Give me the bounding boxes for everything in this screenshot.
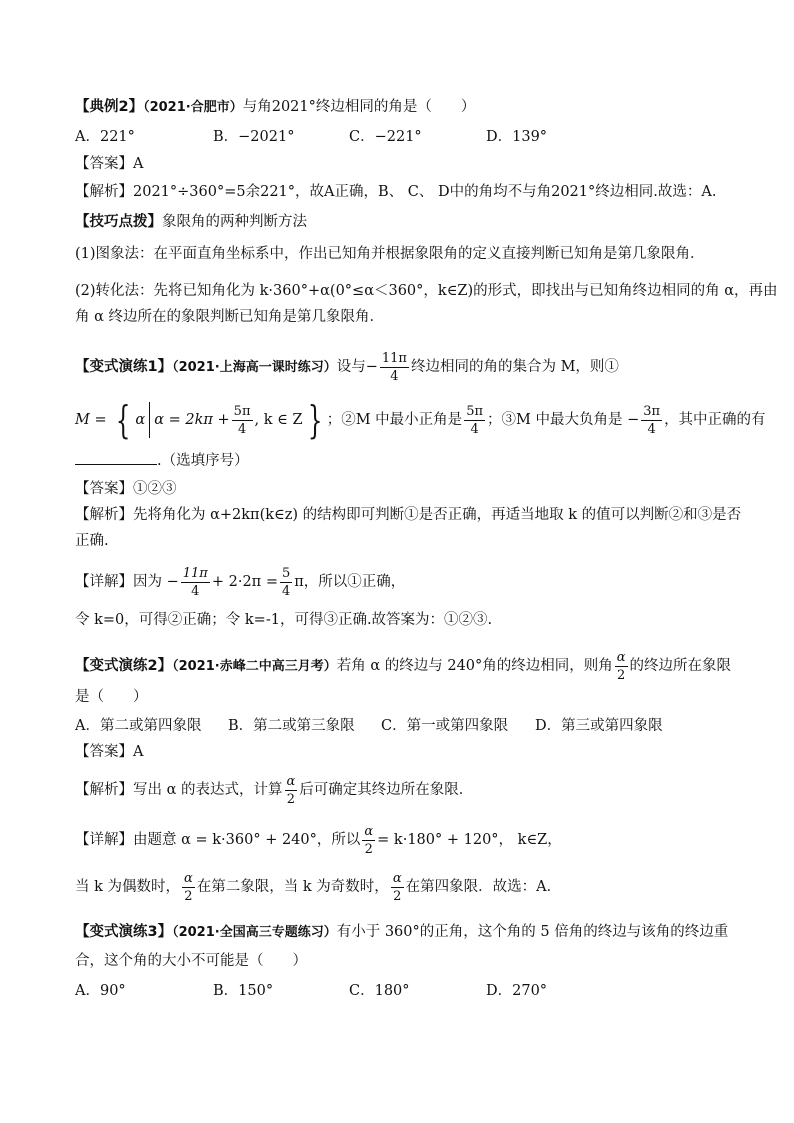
statement-3: ；③M 中最大负角是 − bbox=[487, 412, 640, 428]
answer-blank[interactable] bbox=[75, 450, 157, 465]
fill-hint: .（选填序号） bbox=[157, 453, 249, 469]
fraction bbox=[464, 405, 485, 436]
variant3-option-d: D．270° bbox=[486, 983, 548, 999]
analysis-pre: 【解析】写出 α 的表达式，计算 bbox=[75, 782, 283, 798]
fraction bbox=[182, 872, 195, 903]
variant1-analysis-1: 【解析】先将角化为 α+2kπ(k∈z) 的结构即可判断①是否正确，再适当地取 k 的值可以判断②和③是否 bbox=[75, 507, 742, 523]
variant2-question bbox=[75, 648, 731, 684]
variant1-detail bbox=[75, 563, 405, 601]
fraction-denominator: 2 bbox=[364, 841, 373, 857]
fraction-denominator: 2 bbox=[617, 667, 626, 683]
fraction bbox=[232, 405, 253, 436]
fraction-denominator: 4 bbox=[390, 368, 399, 384]
variant1-analysis-2: 正确. bbox=[75, 533, 109, 549]
fraction bbox=[615, 651, 628, 682]
detail2-b: 在第二象限，当 k 为奇数时， bbox=[196, 879, 389, 895]
example2-option-d: D．139° bbox=[486, 129, 548, 145]
variant2-question-line2: 是（ ） bbox=[75, 689, 148, 705]
left-brace-icon: { bbox=[116, 398, 131, 442]
variant1-source: （2021·上海高一课时练习） bbox=[172, 360, 337, 375]
statement-2: ；②M 中最小正角是 bbox=[326, 412, 463, 428]
variant2-option-d: D．第三或第四象限 bbox=[535, 718, 663, 734]
fraction-numerator: 5π bbox=[466, 403, 484, 419]
fraction bbox=[280, 567, 292, 598]
variant1-fill-line bbox=[75, 450, 249, 471]
fraction-numerator: 5π bbox=[233, 403, 251, 419]
example2-question-text: 与角2021°终边相同的角是（ ） bbox=[242, 99, 476, 115]
fraction-denominator: 4 bbox=[191, 583, 200, 599]
variant1-answer: 【答案】①②③ bbox=[75, 481, 177, 497]
set-condition: α = 2kπ + bbox=[154, 412, 230, 428]
fraction-denominator: 4 bbox=[470, 421, 479, 437]
detail-post: = k·180° + 120°， k∈Z， bbox=[377, 832, 562, 848]
example2-option-b: B．−2021° bbox=[213, 129, 295, 145]
example2-analysis: 【解析】2021°÷360°=5余221°，故A正确，B、 C、 D中的角均不与角2021°终边相同.故选：A. bbox=[75, 184, 717, 200]
variant2-analysis bbox=[75, 772, 473, 808]
variant1-q-pre: 设与− bbox=[336, 359, 378, 375]
detail-mid: + 2·2π = bbox=[211, 574, 278, 590]
variant1-set-line bbox=[75, 398, 766, 442]
detail2-a: 当 k 为偶数时， bbox=[75, 879, 181, 895]
fraction-numerator: 5 bbox=[281, 565, 291, 581]
fraction-numerator: α bbox=[286, 773, 296, 789]
tip-heading bbox=[75, 212, 307, 232]
fraction bbox=[391, 872, 404, 903]
statement-tail: ，其中正确的有 bbox=[664, 412, 766, 428]
variant3-question bbox=[75, 922, 728, 943]
fraction-denominator: 2 bbox=[286, 791, 296, 807]
variant2-tag: 【变式演练2】 bbox=[75, 658, 173, 674]
variant3-question-line2: 合，这个角的大小不可能是（ ） bbox=[75, 953, 307, 969]
fraction-numerator: α bbox=[364, 823, 374, 839]
detail-pre: 【详解】因为 − bbox=[75, 574, 179, 590]
variant2-source: （2021·赤峰二中高三月考） bbox=[172, 659, 337, 674]
tip-line-2: (2)转化法：先将已知角化为 k·360°+α(0°≤α＜360°，k∈Z)的形式，即找出与已知角终边相同的角 α，再由 bbox=[75, 283, 778, 299]
fraction-numerator: α bbox=[184, 870, 193, 886]
fraction bbox=[181, 567, 210, 598]
fraction bbox=[641, 405, 662, 436]
fraction bbox=[285, 775, 298, 806]
set-element: α bbox=[135, 412, 146, 428]
fraction-numerator: 11π bbox=[182, 565, 208, 581]
variant2-option-a: A．第二或第四象限 bbox=[75, 718, 202, 734]
set-lhs: M = bbox=[75, 412, 107, 428]
variant3-option-c: C．180° bbox=[349, 983, 410, 999]
example2-question bbox=[75, 97, 475, 118]
variant3-option-b: B．150° bbox=[213, 983, 274, 999]
analysis-post: 后可确定其终边所在象限． bbox=[299, 782, 474, 798]
tip-line-3: 角 α 终边所在的象限判断已知角是第几象限角． bbox=[75, 309, 385, 325]
fraction bbox=[362, 825, 375, 856]
variant1-q-post: 终边相同的角的集合为 M，则① bbox=[410, 359, 619, 375]
tip-line-1: (1)图象法：在平面直角坐标系中，作出已知角并根据象限角的定义直接判断已知角是第几象限角． bbox=[75, 246, 705, 262]
example2-answer: 【答案】A bbox=[75, 156, 144, 172]
fraction-numerator: 11π bbox=[381, 350, 407, 366]
tip-tag: 【技巧点拨】 bbox=[75, 214, 162, 230]
fraction-numerator: α bbox=[392, 870, 402, 886]
variant2-detail bbox=[75, 822, 562, 858]
variant3-tag: 【变式演练3】 bbox=[75, 924, 173, 940]
fraction-denominator: 4 bbox=[281, 583, 291, 599]
example2-option-c: C．−221° bbox=[349, 129, 422, 145]
detail-post: π，所以①正确， bbox=[294, 574, 406, 590]
variant2-q-post: 的终边所在象限 bbox=[629, 658, 732, 674]
example2-option-a: A．221° bbox=[75, 129, 135, 145]
set-divider bbox=[149, 402, 150, 438]
fraction-denominator: 2 bbox=[393, 888, 402, 904]
variant3-option-a: A．90° bbox=[75, 983, 126, 999]
variant2-option-c: C．第一或第四象限 bbox=[381, 718, 509, 734]
detail-pre: 【详解】由题意 α = k·360° + 240°，所以 bbox=[75, 832, 361, 848]
example2-tag: 【典例2】 bbox=[75, 99, 144, 115]
variant3-source: （2021·全国高三专题练习） bbox=[172, 925, 337, 940]
detail2-c: 在第四象限．故选：A． bbox=[405, 879, 562, 895]
variant2-detail-2 bbox=[75, 869, 561, 905]
fraction-numerator: 3π bbox=[643, 403, 661, 419]
right-brace-icon: } bbox=[307, 398, 322, 442]
example2-source: （2021·合肥市） bbox=[143, 100, 243, 115]
fraction-denominator: 2 bbox=[184, 888, 193, 904]
variant1-detail-2: 令 k=0，可得②正确；令 k=-1，可得③正确.故答案为：①②③. bbox=[75, 612, 493, 628]
variant1-question bbox=[75, 348, 619, 386]
set-condition-tail: , k ∈ Z bbox=[254, 412, 303, 428]
fraction-numerator: α bbox=[616, 649, 626, 665]
variant2-option-b: B．第二或第三象限 bbox=[228, 718, 355, 734]
tip-title: 象限角的两种判断方法 bbox=[162, 214, 307, 230]
fraction-denominator: 4 bbox=[237, 421, 247, 437]
variant2-q-pre: 若角 α 的终边与 240°角的终边相同，则角 bbox=[336, 658, 613, 674]
variant2-answer: 【答案】A bbox=[75, 744, 144, 760]
fraction bbox=[380, 352, 409, 383]
variant1-tag: 【变式演练1】 bbox=[75, 359, 173, 375]
fraction-denominator: 4 bbox=[647, 421, 656, 437]
variant3-q: 有小于 360°的正角，这个角的 5 倍角的终边与该角的终边重 bbox=[336, 924, 729, 940]
